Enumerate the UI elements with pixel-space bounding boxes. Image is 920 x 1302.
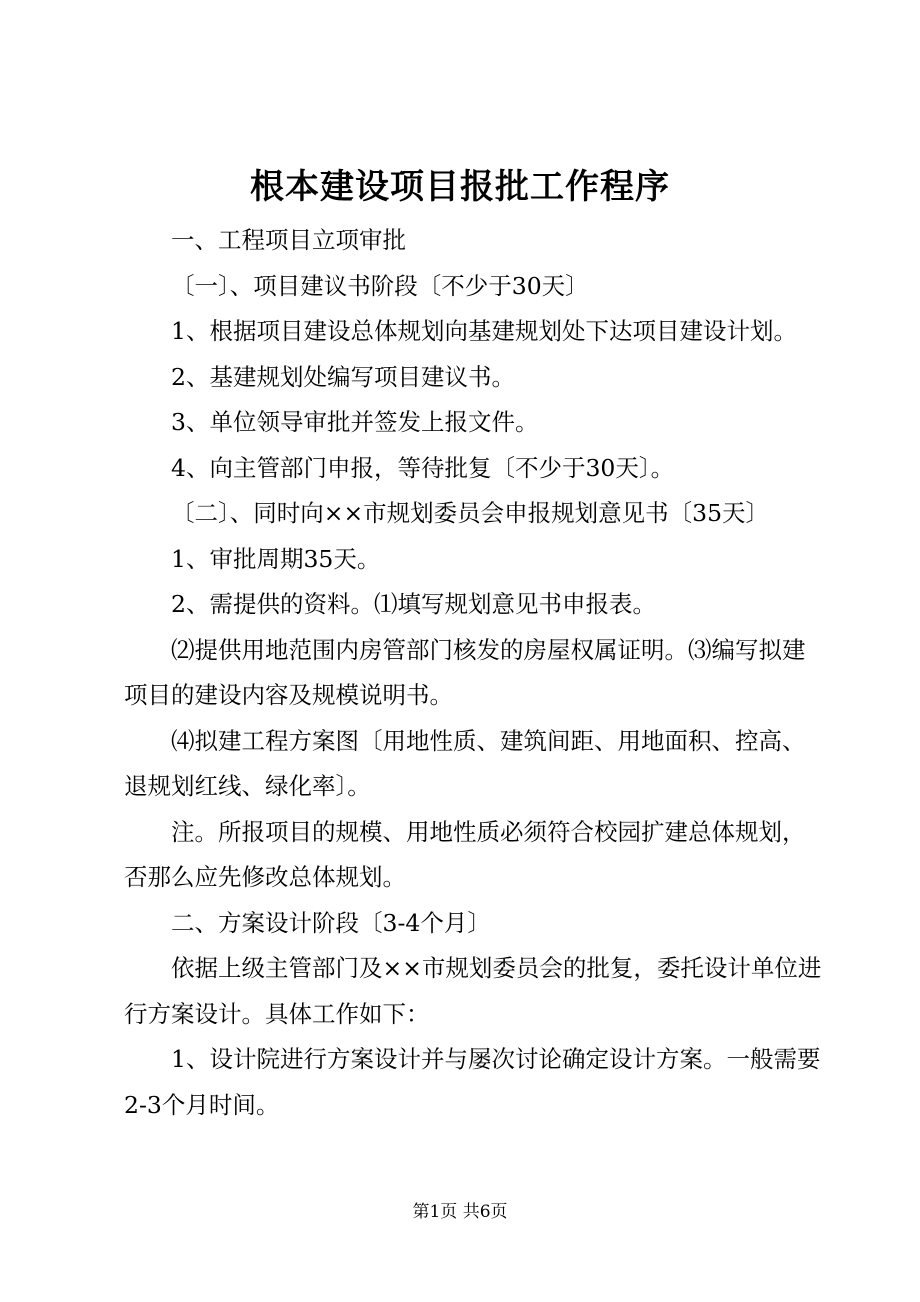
paragraph-item: 1、设计院进行方案设计并与屡次讨论确定设计方案。一般需要2-3个月时间。 <box>124 1045 821 1119</box>
paragraph-subsection-2-heading: 〔二〕、同时向××市规划委员会申报规划意见书〔35天〕 <box>171 499 770 527</box>
paragraph-item: ⑵提供用地范围内房管部门核发的房屋权属证明。⑶编写拟建项目的建设内容及规模说明书。 <box>124 635 806 709</box>
paragraph-item: 1、根据项目建设总体规划向基建规划处下达项目建设计划。 <box>171 317 797 345</box>
paragraph-note: 注。所报项目的规模、用地性质必须符合校园扩建总体规划，否那么应先修改总体规划。 <box>124 817 806 891</box>
document-title: 根本建设项目报批工作程序 <box>250 167 670 207</box>
document-body <box>124 218 824 1128</box>
paragraph-item: 1、审批周期35天。 <box>171 544 381 573</box>
paragraph-item: 2、需提供的资料。⑴填写规划意见书申报表。 <box>171 590 656 618</box>
paragraph-item: 2、基建规划处编写项目建议书。 <box>171 362 515 391</box>
paragraph-section-1-heading: 一、工程项目立项审批 <box>171 226 406 254</box>
paragraph-section-2-heading: 二、方案设计阶段〔3-4个月〕 <box>171 908 491 937</box>
paragraph-subsection-1-heading: 〔一〕、项目建议书阶段〔不少于30天〕 <box>171 271 589 300</box>
paragraph-item: 3、单位领导审批并签发上报文件。 <box>171 408 539 436</box>
page-footer: 第1页 共6页 <box>412 1202 508 1222</box>
paragraph-item: 4、向主管部门申报，等待批复〔不少于30天〕。 <box>171 453 675 482</box>
paragraph-item: ⑷拟建工程方案图〔用地性质、建筑间距、用地面积、控高、退规划红线、绿化率〕。 <box>124 726 806 800</box>
paragraph-item: 依据上级主管部门及××市规划委员会的批复，委托设计单位进行方案设计。具体工作如下： <box>124 954 822 1028</box>
